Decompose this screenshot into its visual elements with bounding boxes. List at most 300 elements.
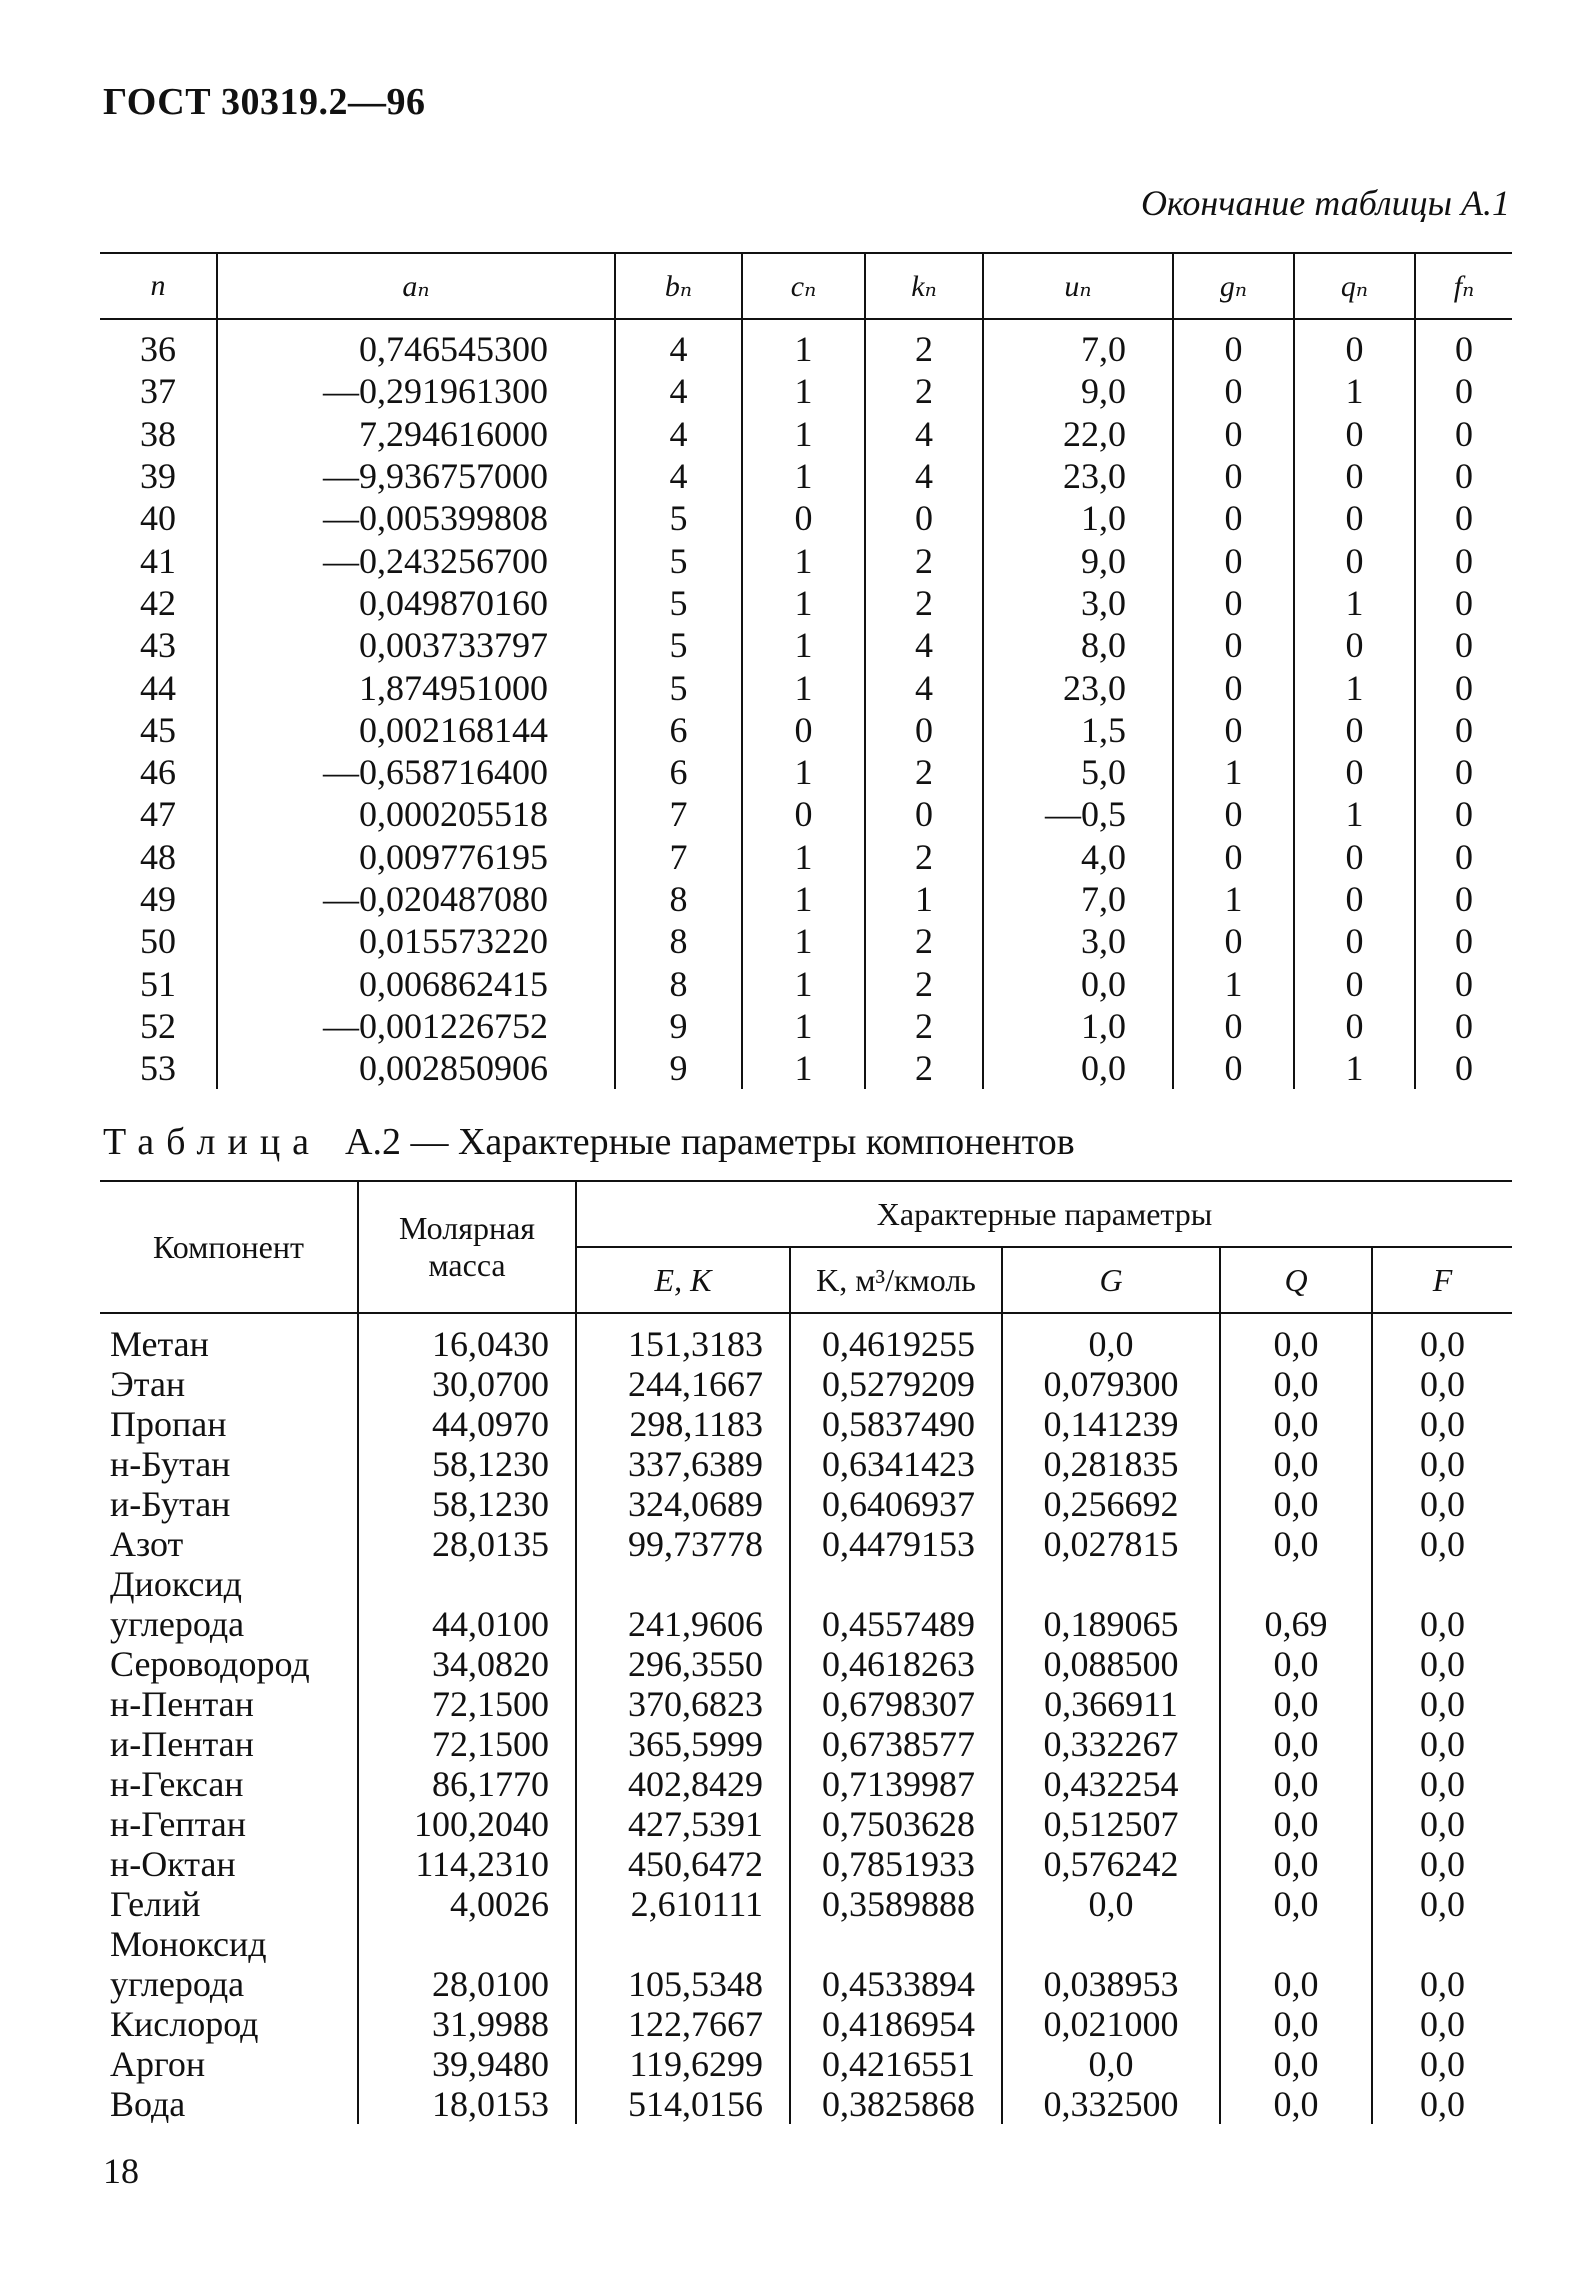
cell-u: 1,0	[983, 1005, 1173, 1047]
table-row	[100, 1404, 1512, 1444]
cell-k: 0,6798307	[790, 1684, 1002, 1724]
table-row	[100, 1644, 1512, 1684]
cell-n: 48	[140, 836, 176, 877]
cell-k: 2	[865, 836, 983, 878]
cell-g: 0,079300	[1002, 1364, 1220, 1404]
cell-a: 7,294616000	[217, 413, 615, 455]
cell-mass: 31,9988	[358, 2004, 576, 2044]
cell-q: 0,0	[1220, 1404, 1372, 1444]
cell-q: 0	[1294, 1005, 1415, 1047]
cell-f: 0,0	[1372, 2044, 1512, 2084]
cell-component	[100, 1924, 358, 2004]
component-name-line: н-Пентан	[110, 1684, 254, 1724]
cell-g: 0,088500	[1002, 1644, 1220, 1684]
table-a1-body	[100, 319, 1512, 1089]
component-name-line: Азот	[110, 1524, 184, 1564]
cell-q: 0,69	[1220, 1564, 1372, 1644]
col-header-f: fₙ	[1415, 253, 1512, 319]
cell-q: 0,0	[1220, 1524, 1372, 1564]
cell-q: 0,0	[1220, 1313, 1372, 1364]
table-row	[100, 836, 1512, 878]
cell-a: —0,020487080	[217, 878, 615, 920]
cell-a: 0,049870160	[217, 582, 615, 624]
cell-component	[100, 1684, 358, 1724]
table-row	[100, 666, 1512, 708]
cell-q: 0,0	[1220, 1844, 1372, 1884]
col-header-k: K, м³/кмоль	[790, 1247, 1002, 1313]
component-name-line: углерода	[110, 1604, 245, 1644]
cell-k: 0,7139987	[790, 1764, 1002, 1804]
cell-e: 298,1183	[576, 1404, 790, 1444]
cell-q: 0	[1294, 709, 1415, 751]
table-a2-header-row-1	[100, 1181, 1512, 1247]
cell-b: 5	[615, 624, 742, 666]
cell-f: 0	[1415, 413, 1512, 455]
cell-c: 1	[742, 1047, 865, 1089]
cell-e: 244,1667	[576, 1364, 790, 1404]
cell-u: 9,0	[983, 370, 1173, 412]
cell-q: 0,0	[1220, 1884, 1372, 1924]
cell-b: 8	[615, 920, 742, 962]
cell-f: 0,0	[1372, 1764, 1512, 1804]
cell-mass: 28,0135	[358, 1524, 576, 1564]
table-row	[100, 1524, 1512, 1564]
cell-c: 1	[742, 582, 865, 624]
cell-c: 0	[742, 793, 865, 835]
cell-f: 0	[1415, 1005, 1512, 1047]
cell-e: 99,73778	[576, 1524, 790, 1564]
cell-u: 23,0	[983, 666, 1173, 708]
cell-b: 9	[615, 1005, 742, 1047]
cell-g: 0	[1173, 455, 1294, 497]
cell-f: 0,0	[1372, 1564, 1512, 1644]
cell-q: 0,0	[1220, 1444, 1372, 1484]
col-header-n: n	[100, 253, 217, 319]
cell-n: 43	[140, 625, 176, 666]
cell-q: 0,0	[1220, 1364, 1372, 1404]
cell-b: 6	[615, 709, 742, 751]
cell-k: 2	[865, 582, 983, 624]
cell-mass: 16,0430	[358, 1313, 576, 1364]
cell-b: 4	[615, 370, 742, 412]
cell-component	[100, 1313, 358, 1364]
cell-u: 22,0	[983, 413, 1173, 455]
cell-q: 0	[1294, 497, 1415, 539]
cell-component	[100, 2084, 358, 2124]
cell-q: 0,0	[1220, 2084, 1372, 2124]
table-row	[100, 793, 1512, 835]
cell-k: 0,4186954	[790, 2004, 1002, 2044]
cell-k: 2	[865, 370, 983, 412]
table-a2-caption-word: Таблица	[103, 1121, 322, 1163]
cell-a: 0,003733797	[217, 624, 615, 666]
cell-a: 0,002168144	[217, 709, 615, 751]
cell-mass: 28,0100	[358, 1924, 576, 2004]
cell-g: 0,366911	[1002, 1684, 1220, 1724]
cell-u: 5,0	[983, 751, 1173, 793]
table-row	[100, 582, 1512, 624]
cell-u: 23,0	[983, 455, 1173, 497]
col-header-a: aₙ	[217, 253, 615, 319]
cell-b: 5	[615, 497, 742, 539]
document-title: ГОСТ 30319.2—96	[103, 81, 426, 123]
table-row	[100, 751, 1512, 793]
cell-a: —0,658716400	[217, 751, 615, 793]
cell-k: 2	[865, 920, 983, 962]
cell-u: 1,5	[983, 709, 1173, 751]
cell-q: 0	[1294, 319, 1415, 370]
table-row	[100, 1804, 1512, 1844]
cell-component	[100, 1764, 358, 1804]
table-row	[100, 1047, 1512, 1089]
cell-a: —0,001226752	[217, 1005, 615, 1047]
cell-q: 1	[1294, 793, 1415, 835]
cell-e: 365,5999	[576, 1724, 790, 1764]
page-number: 18	[103, 2151, 139, 2191]
cell-k: 0,7851933	[790, 1844, 1002, 1884]
cell-u: 0,0	[983, 962, 1173, 1004]
cell-q: 0	[1294, 539, 1415, 581]
cell-f: 0,0	[1372, 1444, 1512, 1484]
cell-b: 5	[615, 666, 742, 708]
cell-k: 0,6738577	[790, 1724, 1002, 1764]
cell-u: 0,0	[983, 1047, 1173, 1089]
cell-q: 1	[1294, 666, 1415, 708]
cell-c: 1	[742, 624, 865, 666]
cell-u: 7,0	[983, 878, 1173, 920]
cell-k: 0,4533894	[790, 1924, 1002, 2004]
cell-f: 0	[1415, 624, 1512, 666]
cell-k: 0,4216551	[790, 2044, 1002, 2084]
cell-f: 0,0	[1372, 1404, 1512, 1444]
cell-q: 0,0	[1220, 1764, 1372, 1804]
component-name-line: углерода	[110, 1964, 245, 2004]
cell-g: 0,256692	[1002, 1484, 1220, 1524]
cell-g: 0	[1173, 497, 1294, 539]
col-group-characteristic-params: Характерные параметры	[576, 1181, 1512, 1247]
cell-f: 0	[1415, 878, 1512, 920]
cell-k: 0,4619255	[790, 1313, 1002, 1364]
table-row	[100, 1564, 1512, 1644]
cell-c: 1	[742, 836, 865, 878]
cell-n: 45	[140, 709, 176, 750]
cell-k: 0	[865, 497, 983, 539]
cell-b: 5	[615, 539, 742, 581]
cell-e: 151,3183	[576, 1313, 790, 1364]
cell-k: 2	[865, 962, 983, 1004]
cell-mass: 44,0970	[358, 1404, 576, 1444]
cell-q: 0	[1294, 962, 1415, 1004]
cell-mass: 30,0700	[358, 1364, 576, 1404]
cell-f: 0,0	[1372, 1524, 1512, 1564]
cell-g: 0,141239	[1002, 1404, 1220, 1444]
component-name-line: н-Октан	[110, 1844, 236, 1884]
cell-component	[100, 1804, 358, 1844]
cell-g: 0,021000	[1002, 2004, 1220, 2044]
cell-k: 4	[865, 666, 983, 708]
cell-k: 2	[865, 539, 983, 581]
cell-u: 1,0	[983, 497, 1173, 539]
cell-e: 514,0156	[576, 2084, 790, 2124]
cell-a: 0,746545300	[217, 319, 615, 370]
table-row	[100, 962, 1512, 1004]
table-row	[100, 920, 1512, 962]
cell-e: 241,9606	[576, 1564, 790, 1644]
cell-q: 0,0	[1220, 2044, 1372, 2084]
col-header-c: cₙ	[742, 253, 865, 319]
cell-g: 0	[1173, 836, 1294, 878]
cell-k: 1	[865, 878, 983, 920]
cell-k: 0	[865, 793, 983, 835]
cell-g: 1	[1173, 751, 1294, 793]
cell-g: 0,027815	[1002, 1524, 1220, 1564]
molar-mass-line-2: масса	[428, 1247, 506, 1283]
cell-component	[100, 1884, 358, 1924]
cell-mass: 72,1500	[358, 1684, 576, 1724]
cell-q: 0	[1294, 624, 1415, 666]
cell-n: 39	[140, 456, 176, 497]
table-row	[100, 1364, 1512, 1404]
cell-g: 0,576242	[1002, 1844, 1220, 1884]
cell-b: 5	[615, 582, 742, 624]
cell-c: 0	[742, 497, 865, 539]
cell-g: 0,512507	[1002, 1804, 1220, 1844]
cell-e: 296,3550	[576, 1644, 790, 1684]
cell-c: 1	[742, 413, 865, 455]
cell-b: 4	[615, 455, 742, 497]
cell-f: 0	[1415, 836, 1512, 878]
table-row	[100, 1724, 1512, 1764]
cell-n: 38	[140, 413, 176, 454]
cell-f: 0,0	[1372, 1724, 1512, 1764]
col-header-g: gₙ	[1173, 253, 1294, 319]
cell-e: 324,0689	[576, 1484, 790, 1524]
cell-a: 0,009776195	[217, 836, 615, 878]
cell-q: 0,0	[1220, 1804, 1372, 1844]
cell-f: 0,0	[1372, 2084, 1512, 2124]
cell-q: 0	[1294, 920, 1415, 962]
cell-g: 0,038953	[1002, 1924, 1220, 2004]
cell-a: —9,936757000	[217, 455, 615, 497]
cell-e: 370,6823	[576, 1684, 790, 1724]
cell-n: 49	[140, 879, 176, 919]
cell-q: 0	[1294, 878, 1415, 920]
cell-q: 0,0	[1220, 2004, 1372, 2044]
cell-g: 0	[1173, 319, 1294, 370]
col-header-f: F	[1372, 1247, 1512, 1313]
cell-k: 4	[865, 455, 983, 497]
cell-e: 122,7667	[576, 2004, 790, 2044]
cell-g: 0	[1173, 666, 1294, 708]
cell-f: 0	[1415, 793, 1512, 835]
cell-f: 0,0	[1372, 1313, 1512, 1364]
cell-k: 2	[865, 319, 983, 370]
cell-n: 53	[140, 1048, 176, 1089]
cell-f: 0,0	[1372, 1884, 1512, 1924]
cell-k: 0,7503628	[790, 1804, 1002, 1844]
col-header-k: kₙ	[865, 253, 983, 319]
table-a2-caption	[103, 1120, 1075, 1164]
molar-mass-line-1: Молярная	[399, 1210, 535, 1246]
cell-u: 8,0	[983, 624, 1173, 666]
table-row	[100, 455, 1512, 497]
cell-mass: 34,0820	[358, 1644, 576, 1684]
col-header-g: G	[1002, 1247, 1220, 1313]
cell-e: 337,6389	[576, 1444, 790, 1484]
cell-n: 37	[140, 371, 176, 412]
cell-f: 0	[1415, 497, 1512, 539]
cell-g: 0	[1173, 539, 1294, 581]
component-name-line: Кислород	[110, 2004, 259, 2044]
cell-g: 0,189065	[1002, 1564, 1220, 1644]
cell-component	[100, 2044, 358, 2084]
cell-b: 7	[615, 793, 742, 835]
cell-f: 0,0	[1372, 1684, 1512, 1724]
cell-g: 1	[1173, 962, 1294, 1004]
table-row	[100, 319, 1512, 370]
cell-k: 4	[865, 624, 983, 666]
cell-f: 0,0	[1372, 1924, 1512, 2004]
cell-component	[100, 1484, 358, 1524]
cell-b: 7	[615, 836, 742, 878]
col-header-u: uₙ	[983, 253, 1173, 319]
cell-k: 0,5279209	[790, 1364, 1002, 1404]
cell-k: 0,6341423	[790, 1444, 1002, 1484]
cell-n: 50	[140, 921, 176, 962]
table-row	[100, 878, 1512, 920]
cell-q: 0	[1294, 751, 1415, 793]
cell-f: 0	[1415, 370, 1512, 412]
cell-b: 8	[615, 962, 742, 1004]
cell-u: 7,0	[983, 319, 1173, 370]
cell-k: 0,4557489	[790, 1564, 1002, 1644]
cell-g: 0,332500	[1002, 2084, 1220, 2124]
cell-f: 0	[1415, 666, 1512, 708]
cell-n: 41	[140, 540, 176, 581]
table-row	[100, 1844, 1512, 1884]
cell-g: 0,281835	[1002, 1444, 1220, 1484]
cell-g: 0	[1173, 413, 1294, 455]
cell-k: 0	[865, 709, 983, 751]
cell-g: 0	[1173, 624, 1294, 666]
cell-g: 0	[1173, 709, 1294, 751]
cell-q: 0	[1294, 413, 1415, 455]
cell-f: 0,0	[1372, 2004, 1512, 2044]
table-row	[100, 370, 1512, 412]
component-name-line: Метан	[110, 1324, 209, 1364]
cell-b: 4	[615, 319, 742, 370]
cell-mass: 72,1500	[358, 1724, 576, 1764]
cell-g: 0	[1173, 1047, 1294, 1089]
component-name-line: Моноксид	[110, 1924, 267, 1964]
cell-c: 1	[742, 962, 865, 1004]
cell-f: 0	[1415, 539, 1512, 581]
cell-c: 1	[742, 666, 865, 708]
cell-q: 1	[1294, 370, 1415, 412]
cell-k: 2	[865, 1047, 983, 1089]
component-name-line: Вода	[110, 2084, 186, 2124]
cell-n: 36	[140, 329, 176, 370]
cell-g: 0,0	[1002, 1884, 1220, 1924]
cell-e: 427,5391	[576, 1804, 790, 1844]
cell-e: 450,6472	[576, 1844, 790, 1884]
col-header-e: E, K	[576, 1247, 790, 1313]
cell-f: 0,0	[1372, 1844, 1512, 1884]
cell-a: 1,874951000	[217, 666, 615, 708]
component-name-line: и-Пентан	[110, 1724, 254, 1764]
cell-f: 0	[1415, 1047, 1512, 1089]
cell-e: 105,5348	[576, 1924, 790, 2004]
cell-mass: 39,9480	[358, 2044, 576, 2084]
cell-k: 0,4479153	[790, 1524, 1002, 1564]
table-row	[100, 709, 1512, 751]
cell-n: 44	[140, 667, 176, 708]
cell-a: 0,006862415	[217, 962, 615, 1004]
cell-c: 1	[742, 751, 865, 793]
cell-a: —0,005399808	[217, 497, 615, 539]
cell-f: 0	[1415, 319, 1512, 370]
cell-q: 0	[1294, 455, 1415, 497]
table-a2	[100, 1180, 1512, 2124]
col-header-molar-mass	[358, 1181, 576, 1313]
cell-f: 0	[1415, 709, 1512, 751]
cell-q: 0,0	[1220, 1484, 1372, 1524]
table-row	[100, 1764, 1512, 1804]
cell-component	[100, 1524, 358, 1564]
cell-a: —0,291961300	[217, 370, 615, 412]
cell-n: 46	[140, 752, 176, 793]
cell-component	[100, 2004, 358, 2044]
cell-g: 0	[1173, 1005, 1294, 1047]
cell-k: 0,6406937	[790, 1484, 1002, 1524]
cell-c: 1	[742, 1005, 865, 1047]
cell-u: 3,0	[983, 582, 1173, 624]
cell-mass: 86,1770	[358, 1764, 576, 1804]
cell-g: 0,0	[1002, 1313, 1220, 1364]
cell-q: 0,0	[1220, 1644, 1372, 1684]
cell-mass: 4,0026	[358, 1884, 576, 1924]
component-name-line: н-Гексан	[110, 1764, 244, 1804]
table-row	[100, 2004, 1512, 2044]
cell-u: 3,0	[983, 920, 1173, 962]
cell-q: 0,0	[1220, 1924, 1372, 2004]
cell-b: 8	[615, 878, 742, 920]
table-continuation-note: Окончание таблицы А.1	[1140, 183, 1510, 223]
cell-f: 0	[1415, 962, 1512, 1004]
table-row	[100, 1444, 1512, 1484]
cell-c: 1	[742, 455, 865, 497]
cell-g: 1	[1173, 878, 1294, 920]
table-row	[100, 2084, 1512, 2124]
cell-k: 0,3589888	[790, 1884, 1002, 1924]
cell-b: 4	[615, 413, 742, 455]
cell-mass: 114,2310	[358, 1844, 576, 1884]
cell-b: 9	[615, 1047, 742, 1089]
component-name-line: и-Бутан	[110, 1484, 231, 1524]
component-name-line: Диоксид	[110, 1564, 242, 1604]
cell-g: 0,432254	[1002, 1764, 1220, 1804]
cell-mass: 18,0153	[358, 2084, 576, 2124]
cell-c: 1	[742, 319, 865, 370]
cell-n: 40	[140, 498, 176, 539]
col-header-component: Компонент	[100, 1181, 358, 1313]
cell-k: 2	[865, 1005, 983, 1047]
cell-component	[100, 1404, 358, 1444]
cell-mass: 58,1230	[358, 1444, 576, 1484]
cell-f: 0	[1415, 920, 1512, 962]
component-name-line: Пропан	[110, 1404, 227, 1444]
cell-n: 47	[140, 794, 176, 835]
